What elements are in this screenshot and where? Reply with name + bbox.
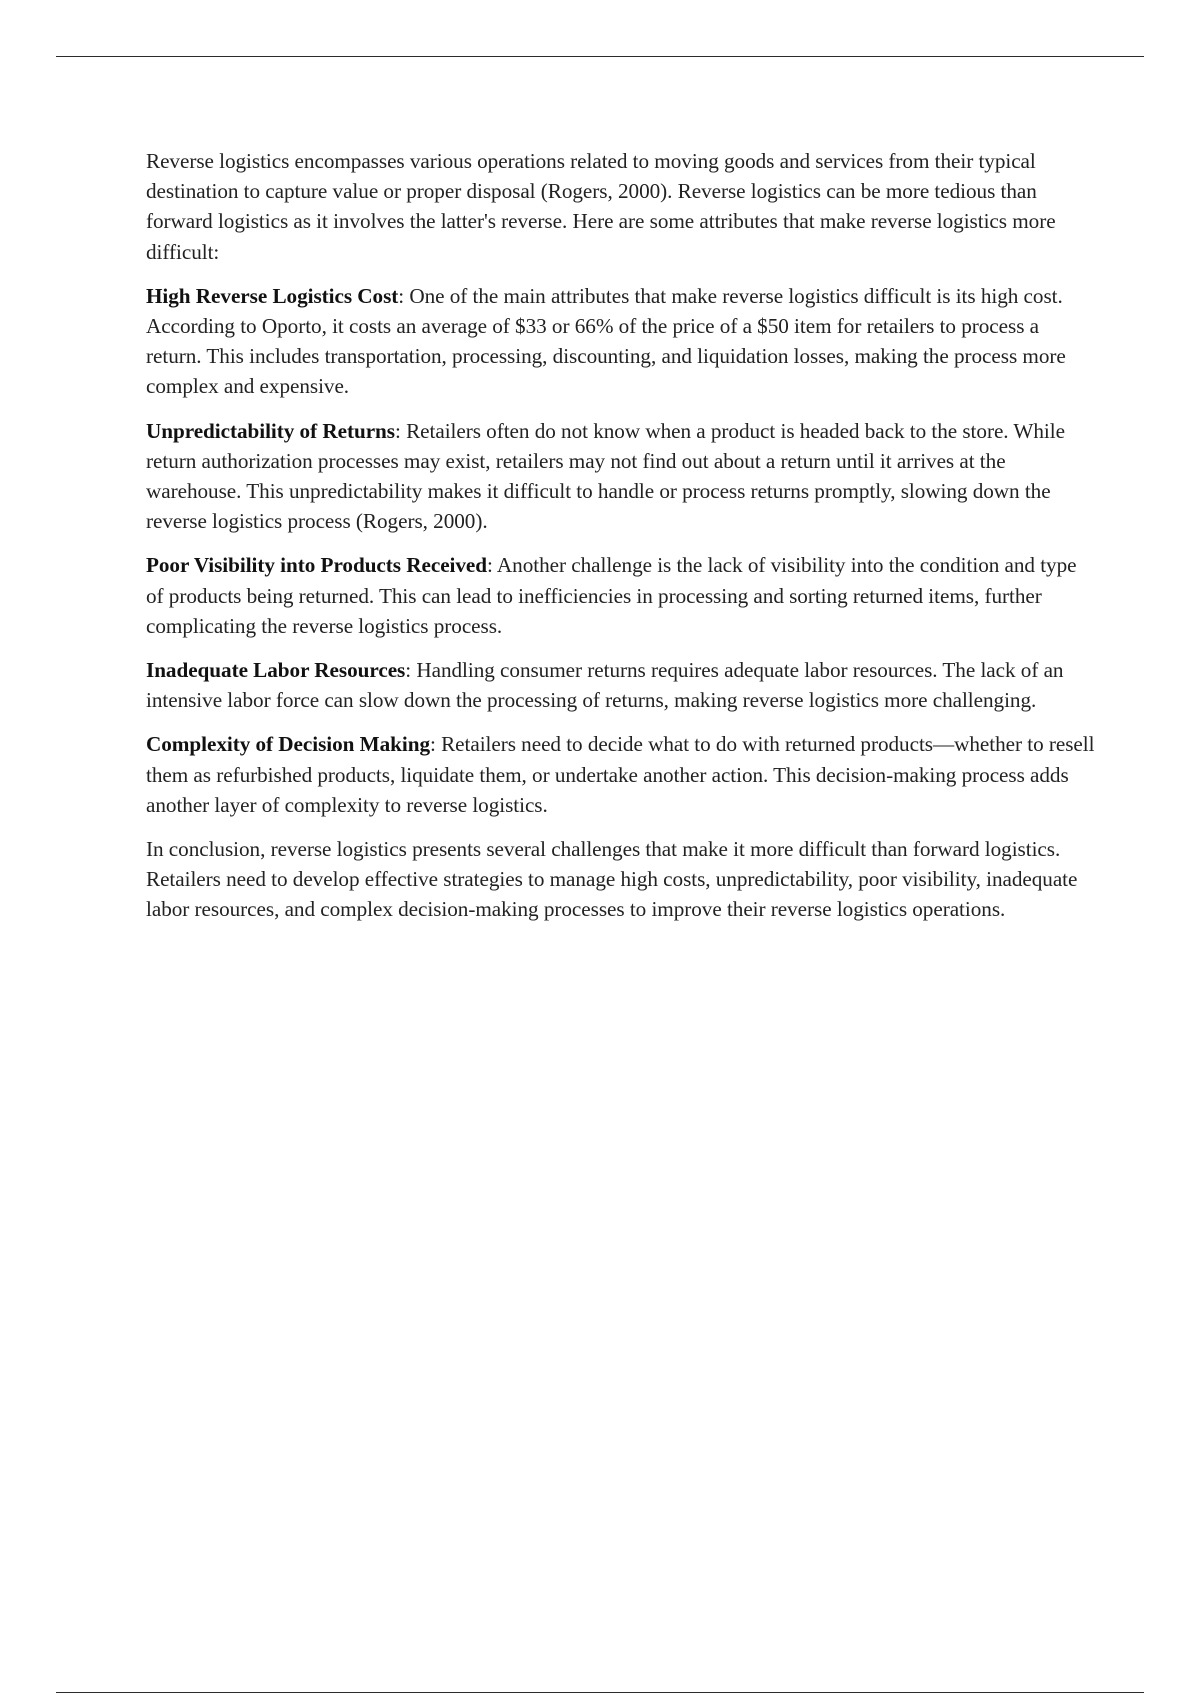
section-heading: Inadequate Labor Resources xyxy=(146,658,406,683)
section-heading: Unpredictability of Returns xyxy=(146,418,395,443)
section-unpredictability xyxy=(146,416,1096,537)
section-text: : Retailers often do not know when a product is headed back to the store. While return authorization processes may exist, retailers may not find out about a return until it arrives at the warehouse. This unpredictability makes it difficult to handle or process returns promptly, slowing down the reverse logistics process (Rogers, 2000). xyxy=(146,418,1065,534)
section-high-cost xyxy=(146,281,1096,402)
section-text: : Handling consumer returns requires adequate labor resources. The lack of an intensive labor force can slow down the processing of returns, making reverse logistics more challenging. xyxy=(146,658,1064,713)
conclusion-paragraph: In conclusion, reverse logistics presents several challenges that make it more difficult than forward logistics. Retailers need to develop effective strategies to manage high costs, unpredictability, poor visibility, inadequate labor resources, and complex decision-making processes to improve their reverse logistics operations. xyxy=(146,837,1078,922)
section-heading: High Reverse Logistics Cost xyxy=(146,283,399,308)
header-rule xyxy=(56,56,1144,57)
section-text: : One of the main attributes that make reverse logistics difficult is its high cost. According to Oporto, it costs an average of $33 or 66% of the price of a $50 item for retailers to process a return. This includes transportation, processing, discounting, and liquidation losses, making the process more complex and expensive. xyxy=(146,283,1066,399)
section-text: : Retailers need to decide what to do with returned products—whether to resell them as refurbished products, liquidate them, or undertake another action. This decision-making process adds another layer of complexity to reverse logistics. xyxy=(146,732,1095,817)
section-poor-visibility xyxy=(146,550,1096,641)
section-labor-resources xyxy=(146,655,1096,715)
section-decision-making xyxy=(146,729,1096,820)
section-text: : Another challenge is the lack of visibility into the condition and type of products being returned. This can lead to inefficiencies in processing and sorting returned items, further complicating the reverse logistics process. xyxy=(146,553,1077,638)
intro-paragraph: Reverse logistics encompasses various operations related to moving goods and services from their typical destination to capture value or proper disposal (Rogers, 2000). Reverse logistics can be more tedious than forward logistics as it involves the latter's reverse. Here are some attributes that make reverse logistics more difficult: xyxy=(146,149,1056,264)
footer-rule xyxy=(56,1692,1144,1693)
section-heading: Poor Visibility into Products Received xyxy=(146,553,488,578)
document-body xyxy=(146,146,1096,939)
section-heading: Complexity of Decision Making xyxy=(146,732,430,757)
